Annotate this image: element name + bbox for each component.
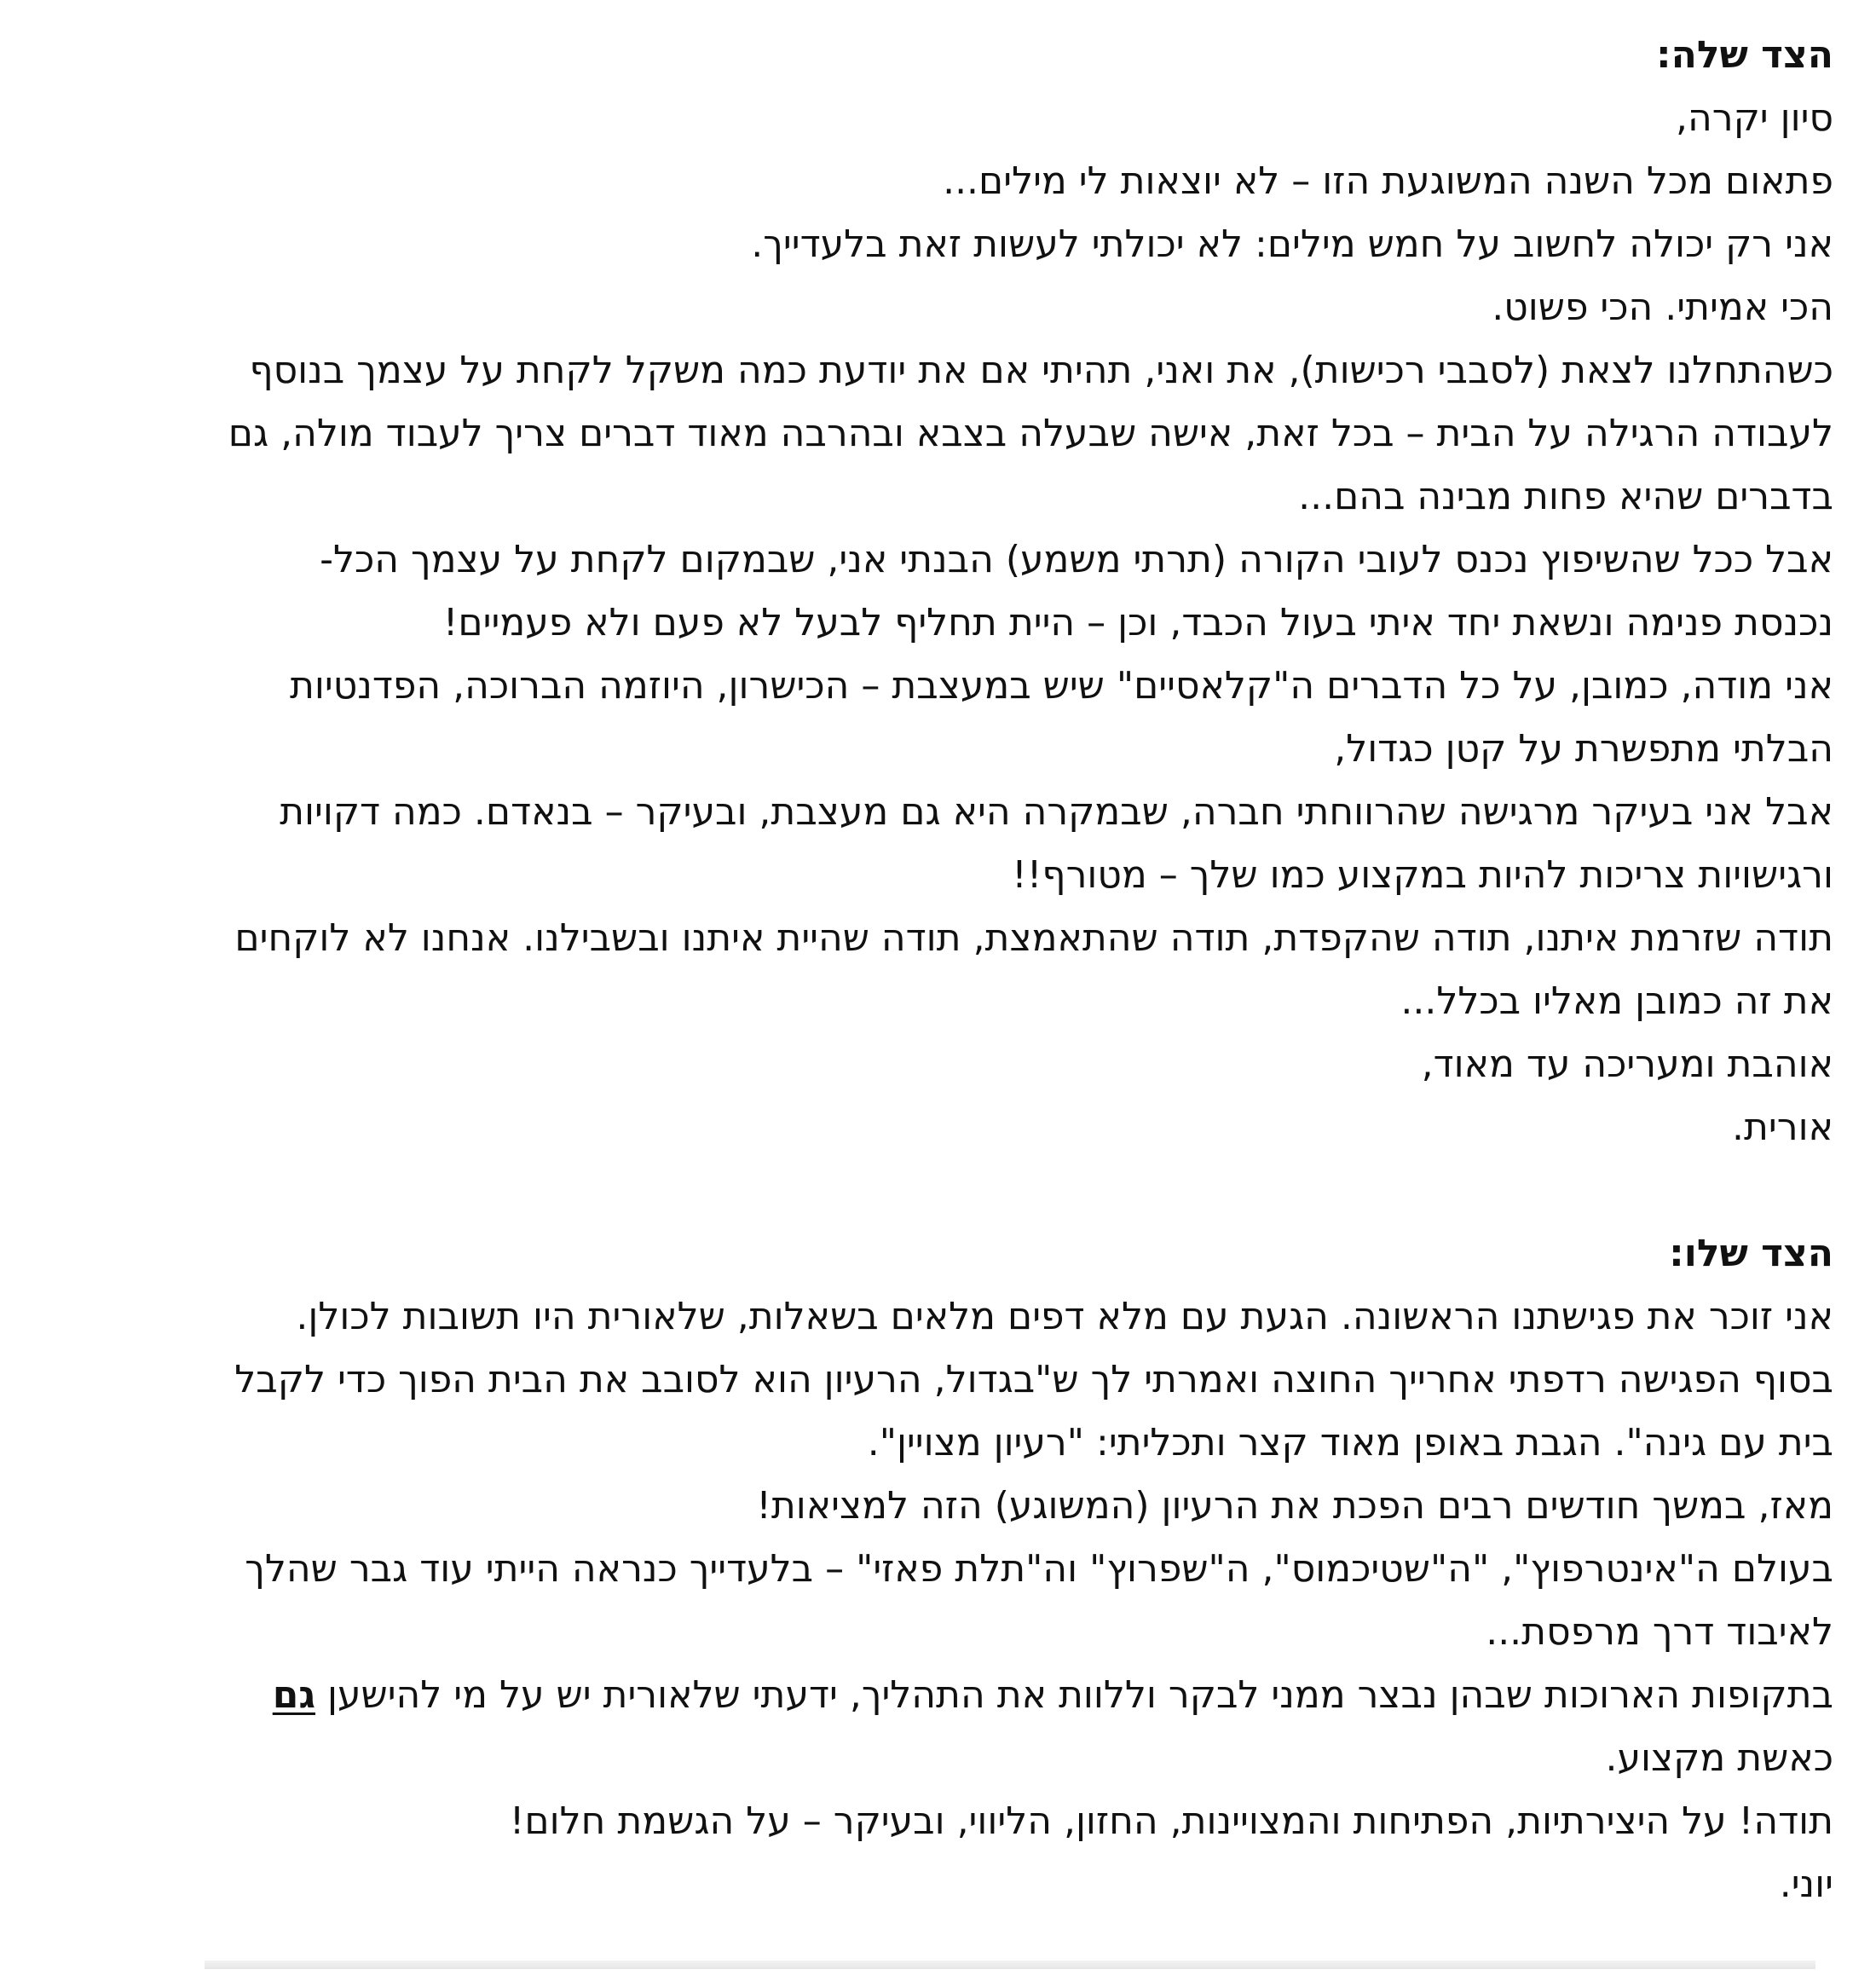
letter-line-text: בתקופות הארוכות שבהן נבצר ממני לבקר וללוות את התהליך, ידעתי שלאורית יש על מי להישען <box>315 1673 1833 1717</box>
letter-line: תודה שזרמת איתנו, תודה שהקפדת, תודה שהתאמצת, תודה שהיית איתנו ובשבילנו. אנחנו לא לוקחים <box>234 916 1833 960</box>
letter-line: אני מודה, כמובן, על כל הדברים ה"קלאסיים" שיש במעצבת – הכישרון, היוזמה הברוכה, הפדנטיות <box>290 664 1833 708</box>
letter-line: פתאום מכל השנה המשוגעת הזו – לא יוצאות לי מילים... <box>943 159 1833 203</box>
letter-line: סיון יקרה, <box>1676 96 1833 140</box>
signature-line: יוני. <box>1779 1863 1833 1906</box>
letter-line-with-emphasis <box>26 1664 1833 1727</box>
letter-line: אוהבת ומעריכה עד מאוד, <box>1421 1042 1833 1086</box>
letter-line: בסוף הפגישה רדפתי אחרייך החוצה ואמרתי לך ש"בגדול, הרעיון הוא לסובב את הבית הפוך כדי לקבל <box>234 1358 1833 1401</box>
letter-line: ורגישויות צריכות להיות במקצוע כמו שלך – מטורף!! <box>1012 853 1833 897</box>
signature-line: אורית. <box>1732 1106 1833 1149</box>
her-side-section <box>26 24 1833 1159</box>
letter-line: הכי אמיתי. הכי פשוט. <box>1492 286 1833 329</box>
letter-line: נכנסת פנימה ונשאת יחד איתי בעול הכבד, וכן – היית תחליף לבעל לא פעם ולא פעמיים! <box>442 601 1833 644</box>
letter-line: בית עם גינה". הגבת באופן מאוד קצר ותכליתי: "רעיון מצויין". <box>867 1421 1833 1464</box>
letter-line: לעבודה הרגילה על הבית – בכל זאת, אישה שבעלה בצבא ובהרבה מאוד דברים צריך לעבוד מולה, גם <box>228 412 1833 455</box>
letter-line: בדברים שהיא פחות מבינה בהם... <box>1298 475 1833 518</box>
letter-line: אני רק יכולה לחשוב על חמש מילים: לא יכולתי לעשות זאת בלעדייך. <box>751 222 1833 266</box>
letter-line: את זה כמובן מאליו בכלל... <box>1400 979 1833 1023</box>
letter-line: מאז, במשך חודשים רבים הפכת את הרעיון (המשוגע) הזה למציאות! <box>756 1484 1833 1528</box>
letter-line: תודה! על היצירתיות, הפתיחות והמצויינות, החזון, הליווי, ובעיקר – על הגשמת חלום! <box>509 1799 1833 1843</box>
her-side-heading: הצד שלה: <box>1656 33 1833 77</box>
letter-line: אבל ככל שהשיפוץ נכנס לעובי הקורה (תרתי משמע) הבנתי אני, שבמקום לקחת על עצמך הכל- <box>320 538 1833 581</box>
bottom-divider <box>205 1961 1815 1969</box>
letter-line: לאיבוד דרך מרפסת... <box>1486 1610 1833 1654</box>
his-side-heading: הצד שלו: <box>1669 1232 1833 1275</box>
letter-line: הבלתי מתפשרת על קטן כגדול, <box>1334 727 1833 771</box>
his-side-section <box>26 1222 1833 1916</box>
letter-line: כאשת מקצוע. <box>1605 1736 1833 1780</box>
letter-line: בעולם ה"אינטרפוץ", "ה"שטיכמוס", ה"שפרוץ" וה"תלת פאזי" – בלעדייך כנראה הייתי עוד גבר שהלך <box>245 1547 1833 1591</box>
emphasized-word: גם <box>272 1673 315 1717</box>
letter-line: כשהתחלנו לצאת (לסבבי רכישות), את ואני, תהיתי אם את יודעת כמה משקל לקחת על עצמך בנוסף <box>249 349 1833 392</box>
letter-line: אני זוכר את פגישתנו הראשונה. הגעת עם מלא דפים מלאים בשאלות, שלאורית היו תשובות לכולן. <box>296 1295 1833 1338</box>
letter-line: אבל אני בעיקר מרגישה שהרווחתי חברה, שבמקרה היא גם מעצבת, ובעיקר – בנאדם. כמה דקויות <box>280 790 1833 834</box>
